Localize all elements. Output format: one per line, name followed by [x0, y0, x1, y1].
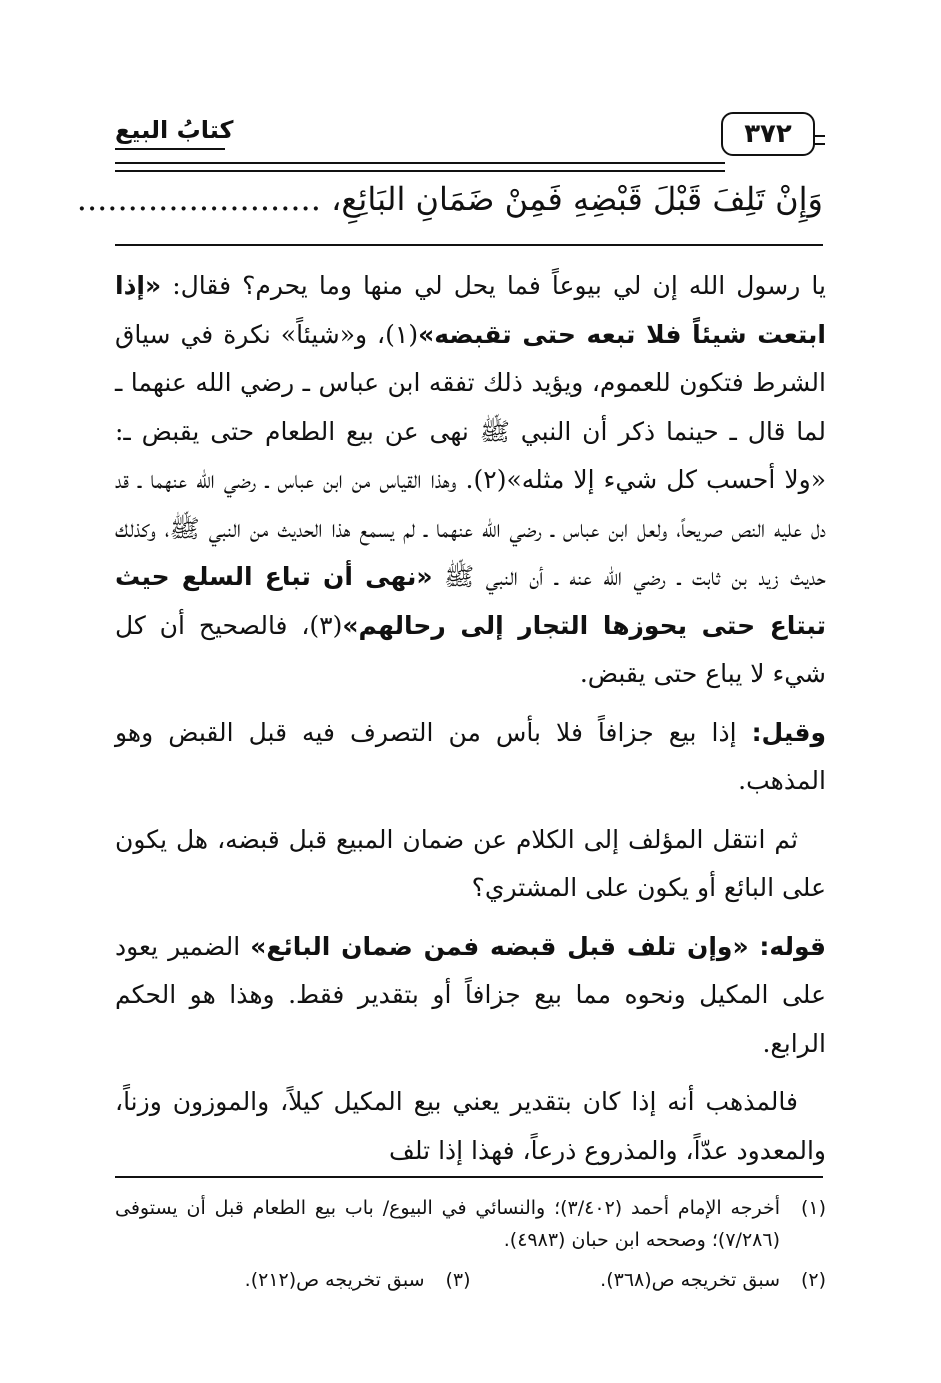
- title-underline: [115, 148, 225, 150]
- footnote-3: [115, 1264, 471, 1296]
- p1-text-a: يا رسول الله إن لي بيوعاً فما يحل لي منها وما يحرم؟ فقال:: [161, 271, 826, 300]
- footnote-1: [115, 1192, 826, 1256]
- matn-line: [76, 180, 823, 218]
- paragraph-5: فالمذهب أنه إذا كان بتقدير يعني بيع المكيل كيلاً، والموزون وزناً، والمعدود عدّاً، والمذروع ذرعاً، فهذا إذا تلف: [115, 1087, 826, 1165]
- matn-text: وَإِنْ تَلِفَ قَبْلَ قَبْضِهِ فَمِنْ ضَمَانِ البَائِعِ،: [331, 180, 823, 218]
- paragraph-3: ثم انتقل المؤلف إلى الكلام عن ضمان المبيع قبل قبضه، هل يكون على البائع أو يكون على المشتري؟: [115, 824, 826, 902]
- p1-text-c: (١)، و«شيئاً» نكرة في سياق الشرط فتكون للعموم، ويؤيد ذلك تفقه ابن عباس ـ رضي الله عنهما ـ لما قال ـ حينما ذكر أن النبي ﷺ نهى عن بيع الطعام حتى يقبض ـ: «ولا أحسب كل شيء إلا مثله»(٢). وهذا القياس من ابن عباس ـ رضي الله عنهما ـ قد دل عليه النص صريحاً، ولعل ابن عباس ـ رضي الله عنهما ـ لم يسمع هذا الحديث من النبي ﷺ، وكذلك حديث زيد بن ثابت ـ رضي الله عنه ـ أن النبي ﷺ: [115, 319, 826, 591]
- page-number: ٣٧٢: [721, 112, 815, 156]
- footnotes: [115, 1192, 826, 1296]
- p4-quote: «وإن تلف قبل قبضه فمن ضمان البائع»: [250, 931, 760, 961]
- footnote-3-text: سبق تخريجه ص(٢١٢).: [244, 1269, 425, 1291]
- header-rule-right: [813, 135, 825, 145]
- hadith-quote-1: «إذا ابتعت شيئاً فلا تبعه حتى تقبضه»: [115, 271, 827, 349]
- hadith-quote-2: «نهى أن تباع السلع حيث تبتاع حتى يحوزها التجار إلى رحالهم»: [115, 562, 826, 640]
- footnote-1-text: أخرجه الإمام أحمد (٣/٤٠٢)؛ والنسائي في البيوع/ باب بيع الطعام قبل أن يستوفى (٧/٢٨٦)؛ وصححه ابن حبان (٤٩٨٣).: [115, 1197, 780, 1251]
- footnote-1-number: (١): [800, 1197, 826, 1219]
- footnote-2-text: سبق تخريجه ص(٣٦٨).: [600, 1269, 780, 1291]
- paragraph-4: [115, 923, 826, 1069]
- matn-dots: ........................: [76, 180, 321, 218]
- footnote-2: [471, 1264, 827, 1296]
- p2-text: إذا بيع جزافاً فلا بأس من التصرف فيه قبل القبض وهو المذهب.: [115, 717, 826, 795]
- footnote-3-number: (٣): [445, 1269, 471, 1291]
- p4-text: الضمير يعود على المكيل ونحوه مما بيع جزافاً أو بتقدير فقط. وهذا هو الحكم الرابع.: [115, 931, 826, 1058]
- p4-label: قوله:: [759, 931, 826, 961]
- running-title: كتابُ البيع: [115, 116, 234, 144]
- paragraph-2: [115, 709, 826, 806]
- footnote-row-2-3: [115, 1264, 826, 1296]
- commentary-body: [115, 262, 826, 1185]
- footnote-divider: [115, 1176, 823, 1178]
- footnote-2-number: (٢): [800, 1269, 826, 1291]
- page-header: [115, 112, 823, 168]
- p2-label: وقيل:: [751, 717, 826, 747]
- header-double-rule: [115, 162, 725, 172]
- matn-divider: [115, 244, 823, 246]
- p1-text-e: (٣)، فالصحيح أن كل شيء لا يباع حتى يقبض.: [115, 610, 826, 688]
- paragraph-1: [115, 262, 826, 699]
